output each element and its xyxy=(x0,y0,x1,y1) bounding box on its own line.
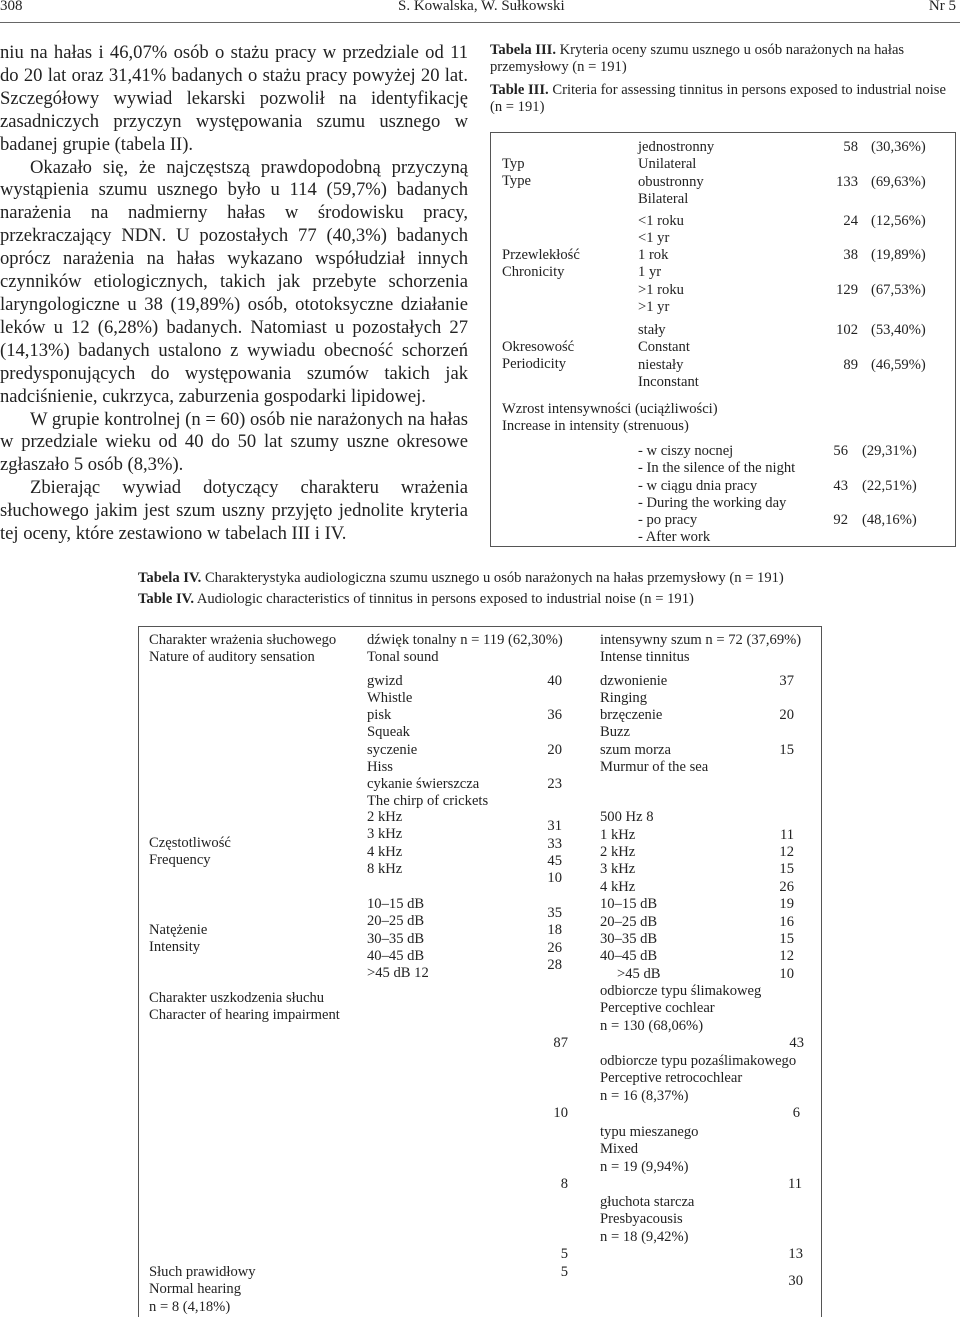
t3-type-bilateral-p: (69,63%) xyxy=(871,174,926,190)
t3-type-bilateral-n: 133 xyxy=(836,174,858,190)
t4-intense-freq-1: 1 kHz xyxy=(600,827,636,843)
page-number: 308 xyxy=(0,0,23,14)
t3-chronicity-label: Przewlekłość Chronicity xyxy=(502,247,580,281)
t4-intense-freq-4: 4 kHz xyxy=(600,879,636,895)
t4-tonal-int-n-2: 26 xyxy=(547,940,562,956)
t4-intense-ringing-n: 37 xyxy=(779,673,794,689)
table-4-caption-en: Table IV. Audiologic characteristics of tinnitus in persons exposed to industrial noise (n = 191) xyxy=(138,591,694,607)
t4-row-normal-hearing: Słuch prawidłowy Normal hearing n = 8 (4,18%) xyxy=(149,1264,256,1315)
t4-intense-int-0: 10–15 dB xyxy=(600,896,658,912)
t4-intense-sea: szum morza Murmur of the sea xyxy=(600,742,709,776)
t3-periodicity-label: Okresowość Periodicity xyxy=(502,339,575,373)
issue-number: Nr 5 xyxy=(928,0,956,14)
t3-intensity-night-n: 56 xyxy=(833,443,848,459)
table-3 xyxy=(490,42,956,547)
t4-cochlear-val: 43 xyxy=(789,1035,804,1051)
t4-tonal-normal-n: 5 xyxy=(560,1264,568,1280)
paragraph-2: Okazało się, że najczęstszą prawdopodobną przyczyną wystąpienia szumu usznego było u 114 (59,7%) badanych narażenia na nadmierny hałas w środowisku pracy, przekraczający NDN. U pozostałych 77 (40,3%) badanych oprócz narażenia na hałas wykazano współudział innych czynników etiologicznych, takich jak przebyte schorzenia laryngologiczne u 38 (19,89%) osób, ototoksyczne działanie leków u 12 (6,28%) badanych. Natomiast u pozostałych 27 (14,13%) badanych ustalono z wywiadu obecność schorzeń predysponujących do występowania szumów takich jak nadciśnienie, cukrzyca, zaburzenia gospodarki lipidowej. xyxy=(0,156,468,407)
t3-intensity-afterwork-n: 92 xyxy=(833,512,848,528)
t4-intense-freq-4-n: 26 xyxy=(779,879,794,895)
t4-intense-int-1-n: 16 xyxy=(779,914,794,930)
t4-tonal-char-n-3: 5 xyxy=(560,1246,568,1262)
t4-mixed: typu mieszanego Mixed n = 19 (9,94%) xyxy=(600,1124,699,1175)
t4-tonal-header: dźwięk tonalny n = 119 (62,30%) Tonal sound xyxy=(367,632,563,666)
t4-intense-freq-3-n: 15 xyxy=(779,861,794,877)
t3-chronicity-lt1-n: 24 xyxy=(843,213,858,229)
body-text-column xyxy=(0,42,468,546)
t4-intense-header: intensywny szum n = 72 (37,69%) Intense tinnitus xyxy=(600,632,802,666)
t4-row-frequency: Częstotliwość Frequency xyxy=(149,835,231,869)
paragraph-3: W grupie kontrolnej (n = 60) osób nie narażonych na hałas w przedziale wieku od 40 do 50 lat szumy uszne okresowe zgłaszało 5 osób (8,3%). xyxy=(0,408,468,476)
t4-intense-freq-1-n: 11 xyxy=(779,827,794,843)
t4-intense-sea-n: 15 xyxy=(779,742,794,758)
t3-intensity-workday: - w ciągu dnia pracy - During the working day xyxy=(638,478,787,512)
table-3-caption-en: Table III. Criteria for assessing tinnitus in persons exposed to industrial noise (n = 191) xyxy=(490,82,946,116)
t4-tonal-whistle-n: 40 xyxy=(547,673,562,689)
t4-intense-int-1: 20–25 dB xyxy=(600,914,658,930)
t4-intense-freq-0: 500 Hz 8 xyxy=(600,809,654,825)
t4-presbyacousis-val: 13 xyxy=(788,1246,803,1262)
t3-periodicity-constant-p: (53,40%) xyxy=(871,322,926,338)
header-rule xyxy=(0,22,960,23)
t4-tonal-squeak: pisk Squeak xyxy=(367,707,410,741)
t4-cochlear: odbiorcze typu ślimakoweg Perceptive cochlear n = 130 (68,06%) xyxy=(600,983,762,1034)
t4-intense-buzz: brzęczenie Buzz xyxy=(600,707,663,741)
t4-tonal-char-n-1: 10 xyxy=(553,1105,568,1121)
t3-intensity-afterwork: - po pracy - After work xyxy=(638,512,711,546)
t4-tonal-freq-n-2: 45 xyxy=(547,853,562,869)
t4-mixed-val: 11 xyxy=(787,1176,802,1192)
t3-periodicity-constant: stały Constant xyxy=(638,322,690,356)
t4-tonal-freq-n-0: 31 xyxy=(547,818,562,834)
t4-presbyacousis: głuchota starcza Presbyacousis n = 18 (9,42%) xyxy=(600,1194,695,1245)
t4-intense-ringing: dzwonienie Ringing xyxy=(600,673,668,707)
t4-tonal-char-n-0: 87 xyxy=(553,1035,568,1051)
paragraph-4: Zbierając wywiad dotyczący charakteru wrażenia słuchowego jakim jest szum uszny przyjęto jednolite kryteria tej oceny, które zestawiono w tabelach III i IV. xyxy=(0,477,468,545)
t4-tonal-int-n-3: 28 xyxy=(547,957,562,973)
t3-intensity-workday-n: 43 xyxy=(833,478,848,494)
paragraph-1: niu na hałas i 46,07% osób o stażu pracy w przedziale od 11 do 20 lat oraz 31,41% badanych o stażu pracy powyżej 20 lat. Szczegółowy wywiad lekarski pozwolił na identyfikację zasadniczych przyczyn występowania szumu usznego w badanej grupie (tabela II). xyxy=(0,42,468,155)
t3-intensity-afterwork-p: (48,16%) xyxy=(862,512,917,528)
t3-periodicity-inconstant-p: (46,59%) xyxy=(871,357,926,373)
t4-tonal-crickets-n: 23 xyxy=(547,776,562,792)
t4-retrocochlear-val: 6 xyxy=(792,1105,800,1121)
t4-intense-int-0-n: 19 xyxy=(779,896,794,912)
t3-periodicity-inconstant-n: 89 xyxy=(843,357,858,373)
t3-periodicity-inconstant: niestały Inconstant xyxy=(638,357,699,391)
t3-type-label: Typ Type xyxy=(502,156,531,190)
t4-tonal-squeak-n: 36 xyxy=(547,707,562,723)
t4-intense-int-2-n: 15 xyxy=(779,931,794,947)
table-3-caption-pl: Tabela III. Kryteria oceny szumu usznego u osób narażonych na hałas przemysłowy (n = 191) xyxy=(490,42,905,76)
t3-type-bilateral: obustronny Bilateral xyxy=(638,174,704,208)
t4-tonal-freq-n-3: 10 xyxy=(547,870,562,886)
t4-intense-freq-2: 2 kHz xyxy=(600,844,636,860)
t4-intense-int-4-n: 10 xyxy=(779,966,794,982)
t4-tonal-intensities: 10–15 dB 20–25 dB 30–35 dB 40–45 dB >45 dB 12 xyxy=(367,896,429,982)
t3-type-unilateral-p: (30,36%) xyxy=(871,139,926,155)
t4-intense-int-3: 40–45 dB xyxy=(600,948,658,964)
running-authors: S. Kowalska, W. Sułkowski xyxy=(398,0,565,14)
t4-row-nature: Charakter wrażenia słuchowego Nature of auditory sensation xyxy=(149,632,337,666)
t4-tonal-freq-n-1: 33 xyxy=(547,836,562,852)
t3-intensity-night: - w ciszy nocnej - In the silence of the night xyxy=(638,443,796,477)
t3-intensity-night-p: (29,31%) xyxy=(862,443,917,459)
t3-intensity-workday-p: (22,51%) xyxy=(862,478,917,494)
t4-intense-int-4: >45 dB xyxy=(617,966,661,982)
t4-row-character: Charakter uszkodzenia słuchu Character of hearing impairment xyxy=(149,990,340,1024)
t4-intense-normal-val: 30 xyxy=(788,1273,803,1289)
t4-tonal-hiss: syczenie Hiss xyxy=(367,742,418,776)
t3-chronicity-1-n: 38 xyxy=(843,247,858,263)
t4-tonal-int-n-0: 35 xyxy=(547,905,562,921)
t4-intense-freq-2-n: 12 xyxy=(779,844,794,860)
t4-tonal-hiss-n: 20 xyxy=(547,742,562,758)
table-4-frame xyxy=(138,626,822,1317)
t3-intensity-label: Wzrost intensywności (uciążliwości) Increase in intensity (strenuous) xyxy=(502,401,718,435)
t4-tonal-whistle: gwizd Whistle xyxy=(367,673,413,707)
t3-chronicity-gt1-p: (67,53%) xyxy=(871,282,926,298)
t3-periodicity-constant-n: 102 xyxy=(836,322,858,338)
t4-intense-int-2: 30–35 dB xyxy=(600,931,658,947)
t4-row-intensity: Natężenie Intensity xyxy=(149,922,208,956)
t3-chronicity-lt1: <1 roku <1 yr xyxy=(638,213,684,247)
t3-chronicity-gt1-n: 129 xyxy=(836,282,858,298)
t3-type-unilateral-n: 58 xyxy=(843,139,858,155)
t4-tonal-crickets: cykanie świerszcza The chirp of crickets xyxy=(367,776,489,810)
t4-tonal-frequencies: 2 kHz 3 kHz 4 kHz 8 kHz xyxy=(367,809,403,877)
t4-retrocochlear: odbiorcze typu pozaślimakowego Perceptive retrocochlear n = 16 (8,37%) xyxy=(600,1053,797,1104)
t4-tonal-char-n-2: 8 xyxy=(560,1176,568,1192)
t3-type-unilateral: jednostronny Unilateral xyxy=(638,139,715,173)
t3-chronicity-gt1: >1 roku >1 yr xyxy=(638,282,684,316)
t3-chronicity-1: 1 rok 1 yr xyxy=(638,247,669,281)
t3-chronicity-lt1-p: (12,56%) xyxy=(871,213,926,229)
t4-intense-int-3-n: 12 xyxy=(779,948,794,964)
t3-chronicity-1-p: (19,89%) xyxy=(871,247,926,263)
table-4-caption-pl: Tabela IV. Charakterystyka audiologiczna szumu usznego u osób narażonych na hałas przemysłowy (n = 191) xyxy=(138,570,784,586)
t4-intense-buzz-n: 20 xyxy=(779,707,794,723)
t4-tonal-int-n-1: 18 xyxy=(547,922,562,938)
t4-intense-freq-3: 3 kHz xyxy=(600,861,636,877)
